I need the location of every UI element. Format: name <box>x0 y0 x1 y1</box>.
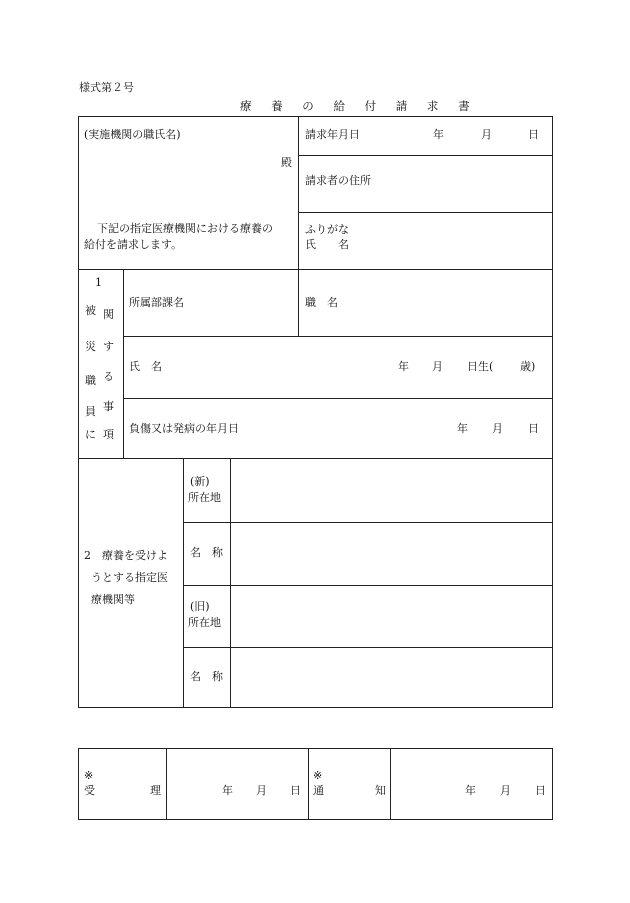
section2-label-line2: うとする指定医 <box>91 571 168 584</box>
birth-day: 日生( <box>467 360 494 373</box>
notice-month: 月 <box>500 784 511 797</box>
section2-label-line1: 2 療養を受けよ <box>84 549 168 562</box>
request-day: 日 <box>528 128 539 141</box>
section1-vchar: 被 <box>85 304 96 317</box>
injury-month: 月 <box>492 422 503 435</box>
received-mark: ※ <box>84 769 94 782</box>
employee-name-label: 氏 名 <box>129 360 162 373</box>
divider <box>390 748 391 820</box>
section1-vchar: す <box>103 340 114 353</box>
birth-year: 年 <box>398 360 409 373</box>
divider <box>298 212 553 213</box>
notice-char2: 知 <box>375 784 386 797</box>
divider <box>123 398 553 399</box>
received-char1: 受 <box>84 784 95 797</box>
section2-label-line3: 療機関等 <box>91 593 135 606</box>
request-text-line2: 給付を請求します。 <box>84 238 183 251</box>
divider <box>183 458 184 708</box>
honorific: 殿 <box>281 156 292 169</box>
divider <box>78 269 553 270</box>
section1-vchar: 員 <box>85 405 96 418</box>
request-text-line1: 下記の指定医療機関における療養の <box>97 222 273 235</box>
divider <box>308 748 309 820</box>
old-paren: (旧) <box>190 600 210 613</box>
main-form <box>78 116 553 708</box>
notice-char1: 通 <box>313 784 324 797</box>
divider <box>123 269 124 458</box>
received-year: 年 <box>222 784 233 797</box>
age-suffix: 歳) <box>520 360 536 373</box>
section1-vchar: に <box>85 428 96 441</box>
section1-vchar: 職 <box>85 374 96 387</box>
divider <box>78 458 553 459</box>
position-label: 職 名 <box>305 296 338 309</box>
old-name-label: 名 称 <box>190 670 223 683</box>
notice-day: 日 <box>535 784 546 797</box>
new-paren: (新) <box>190 475 210 488</box>
section1-vchar: 項 <box>103 428 114 441</box>
old-location-label: 所在地 <box>188 616 221 629</box>
injury-date-label: 負傷又は発病の年月日 <box>129 422 239 435</box>
notice-year: 年 <box>465 784 476 797</box>
received-day: 日 <box>290 784 301 797</box>
claimant-name-label: 氏 名 <box>305 238 349 251</box>
notice-mark: ※ <box>313 769 323 782</box>
claimant-address-label: 請求者の住所 <box>305 174 371 187</box>
divider <box>298 116 299 336</box>
furigana-label: ふりがな <box>305 223 349 236</box>
section1-vchar: る <box>103 370 114 383</box>
agency-label: (実施機関の職氏名) <box>84 128 181 141</box>
divider <box>298 155 553 156</box>
page-title: 療 養 の 給 付 請 求 書 <box>240 99 478 113</box>
request-date-label: 請求年月日 <box>305 128 360 141</box>
department-label: 所属部課名 <box>129 296 184 309</box>
divider <box>183 585 553 586</box>
divider <box>166 748 167 820</box>
section1-vchar: 関 <box>103 308 114 321</box>
divider <box>183 647 553 648</box>
injury-year: 年 <box>457 422 468 435</box>
section1-number: 1 <box>95 276 102 289</box>
new-name-label: 名 称 <box>190 546 223 559</box>
injury-day: 日 <box>528 422 539 435</box>
request-year: 年 <box>433 128 444 141</box>
form-number: 様式第２号 <box>79 81 134 94</box>
divider <box>183 522 553 523</box>
birth-month: 月 <box>432 360 443 373</box>
received-char2: 理 <box>150 784 161 797</box>
section1-vchar: 災 <box>85 340 96 353</box>
request-month: 月 <box>481 128 492 141</box>
section1-vchar: 事 <box>103 400 114 413</box>
divider <box>123 336 553 337</box>
divider <box>230 458 231 708</box>
received-month: 月 <box>256 784 267 797</box>
new-location-label: 所在地 <box>188 491 221 504</box>
